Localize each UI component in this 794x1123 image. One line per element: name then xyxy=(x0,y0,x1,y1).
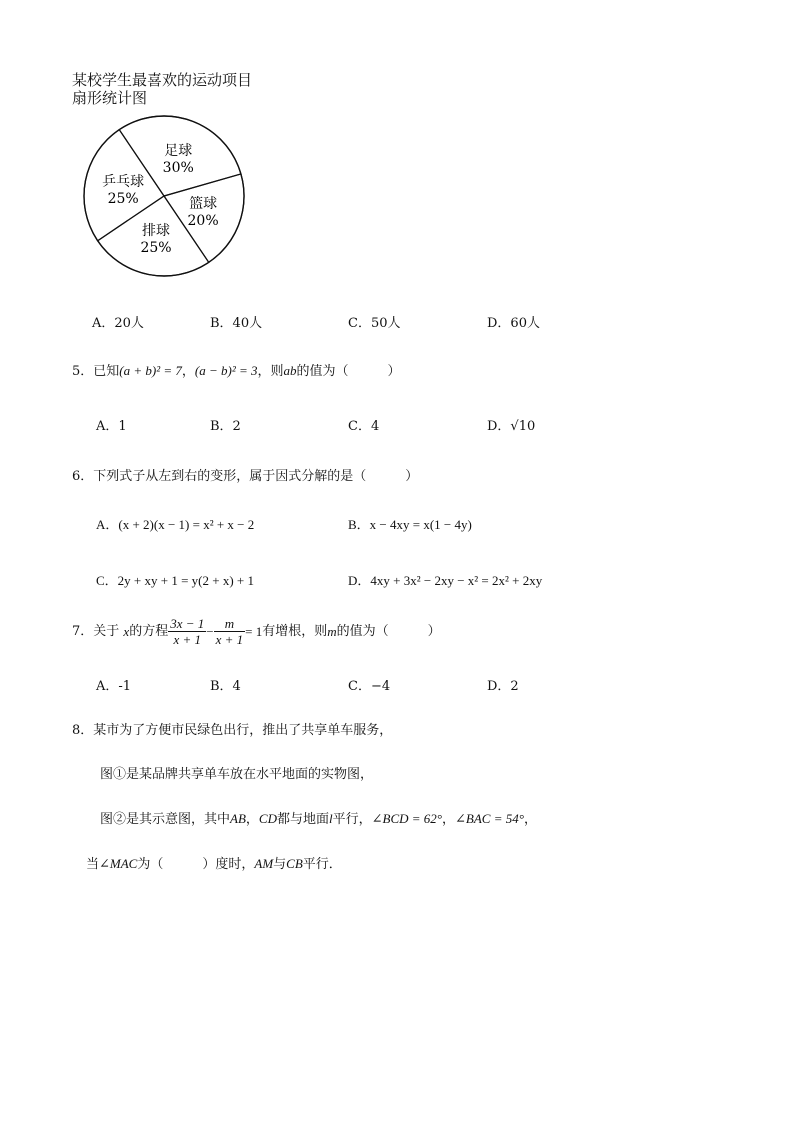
q8-line4-c: 与 xyxy=(273,857,287,872)
q7-eq: = 1 xyxy=(245,624,263,639)
q7-var-m: m xyxy=(327,624,337,639)
q8-ab: AB xyxy=(230,811,246,826)
chart-title-line2: 扇形统计图 xyxy=(72,89,148,107)
q6-option-a: A．(x + 2)(x − 1) = x² + x − 2 xyxy=(96,517,255,532)
q7-frac2-denominator: x + 1 xyxy=(215,632,244,647)
pie-value-label-1: 20% xyxy=(187,213,219,230)
q7-option-b: B．4 xyxy=(210,679,241,694)
q7-prefix: 7．关于 xyxy=(72,624,120,639)
pie-label-0: 足球 xyxy=(164,142,193,159)
q7-stem xyxy=(72,616,441,647)
q8-angle-bac: ∠BAC = 54° xyxy=(455,811,524,826)
q8-line3-sep2: ， xyxy=(442,812,456,827)
pie-value-label-0: 30% xyxy=(162,159,194,176)
q7-frac1-denominator: x + 1 xyxy=(173,632,202,647)
q5-var: ab xyxy=(283,363,297,378)
q5-stem xyxy=(72,360,401,379)
q7-mid2: 有增根，则 xyxy=(262,624,328,639)
q8-am: AM xyxy=(254,856,274,871)
q5-option-b: B．2 xyxy=(210,419,241,434)
q8-line3-sep: ， xyxy=(245,812,259,827)
q8-line1: 8．某市为了方便市民绿色出行，推出了共享单车服务， xyxy=(72,723,393,738)
pie-value-label-2: 25% xyxy=(140,239,172,256)
q6-stem: 6．下列式子从左到右的变形，属于因式分解的是（ ） xyxy=(72,469,419,484)
q7-suffix: 的值为（ ） xyxy=(336,624,441,639)
q5-mid: ，则 xyxy=(257,364,284,379)
q8-line4 xyxy=(86,853,342,872)
pie-label-1: 篮球 xyxy=(189,196,218,213)
q6-option-c: C．2y + xy + 1 = y(2 + x) + 1 xyxy=(96,573,254,588)
q7-minus: − xyxy=(206,624,214,639)
q5-expr1: (a + b)² = 7 xyxy=(119,363,182,378)
q5-expr2: (a − b)² = 3 xyxy=(194,363,258,378)
q4-option-b: B．40人 xyxy=(210,316,263,331)
q7-option-a: A．-1 xyxy=(96,679,132,694)
q8-angle-bcd: ∠BCD = 62° xyxy=(371,811,443,826)
q5-option-c: C．4 xyxy=(348,419,380,434)
q7-fraction-1 xyxy=(168,616,206,647)
q8-line3-end: ， xyxy=(523,812,537,827)
q6-option-b: B．x − 4xy = x(1 − 4y) xyxy=(348,517,472,532)
pie-value-label-3: 25% xyxy=(107,191,139,208)
q4-option-d: D．60人 xyxy=(487,316,540,331)
q8-line3-a: 图②是其示意图，其中 xyxy=(100,812,231,827)
q4-option-a: A．20人 xyxy=(92,316,144,331)
q5-suffix: 的值为（ ） xyxy=(296,364,401,379)
q4-option-c: C．50人 xyxy=(348,316,401,331)
q8-angle-mac: ∠MAC xyxy=(99,856,138,871)
q8-line4-a: 当 xyxy=(86,857,100,872)
q7-frac1-numerator: 3x − 1 xyxy=(170,616,205,631)
q8-line3 xyxy=(100,808,537,827)
q8-line4-b: 为（ ）度时， xyxy=(137,857,255,872)
pie-label-3: 乒乓球 xyxy=(102,174,145,191)
q7-fraction-2 xyxy=(214,616,246,647)
pie-chart xyxy=(78,112,250,280)
q7-frac2-numerator: m xyxy=(214,616,246,632)
q5-option-d: D．√10 xyxy=(487,419,536,434)
q7-mid1: 的方程 xyxy=(129,624,169,639)
q8-cd: CD xyxy=(258,811,277,826)
q5-option-a: A．1 xyxy=(96,419,127,434)
chart-title-line1: 某校学生最喜欢的运动项目 xyxy=(72,71,253,89)
q8-line4-d: 平行． xyxy=(302,857,342,872)
q6-option-d: D．4xy + 3x² − 2xy − x² = 2x² + 2xy xyxy=(348,573,543,588)
q5-prefix: 5．已知 xyxy=(72,364,120,379)
q8-ground-l: l xyxy=(329,811,333,826)
q8-cb: CB xyxy=(286,856,303,871)
q8-line2: 图①是某品牌共享单车放在水平地面的实物图， xyxy=(100,767,374,782)
q7-option-d: D．2 xyxy=(487,679,519,694)
q8-line3-b: 都与地面 xyxy=(276,812,329,827)
q5-sep: ， xyxy=(181,364,195,379)
pie-label-2: 排球 xyxy=(142,222,171,239)
q7-option-c: C．−4 xyxy=(348,679,391,694)
q7-var-x: x xyxy=(123,624,130,639)
q8-line3-c: 平行， xyxy=(332,812,372,827)
